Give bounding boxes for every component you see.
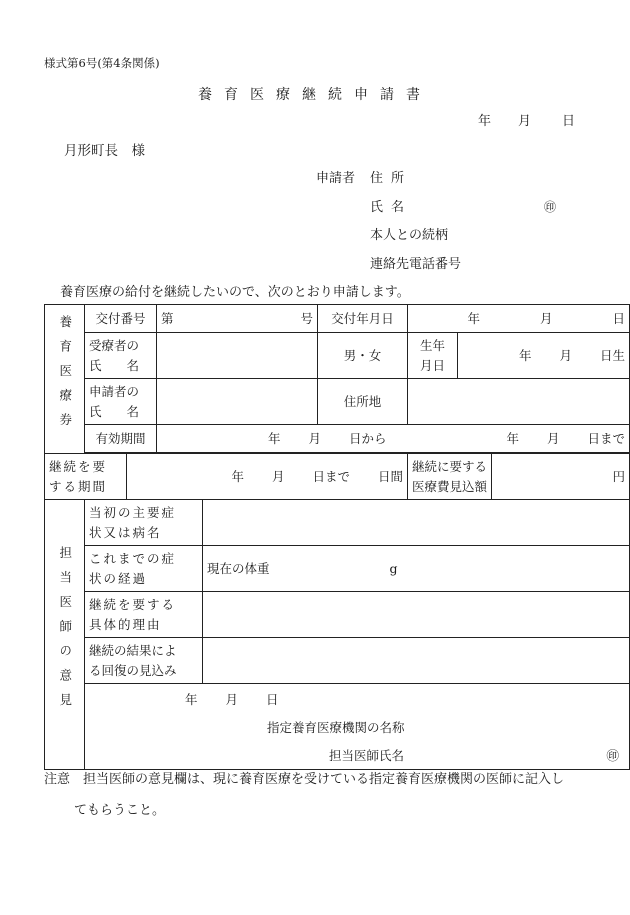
initial-symptoms-label: 当初の主要症 状又は病名	[85, 500, 203, 546]
continuation-period-field[interactable]: 年 月 日まで 日間	[127, 454, 408, 500]
addressee: 月形町長 様	[64, 143, 145, 159]
applicant-phone-label: 連絡先電話番号	[370, 257, 462, 272]
doctor-name-label: 担当医師氏名 ㊞	[89, 746, 625, 766]
symptom-course-label: これまでの症 状の経過	[85, 546, 203, 592]
form-title: 養育医療継続申請書	[198, 87, 432, 103]
applicant-name-label: 氏名	[370, 200, 413, 215]
note-line-2: てもらうこと。	[74, 803, 166, 818]
doctor-seal-mark: ㊞	[606, 748, 620, 763]
applicant-name-row-label: 申請者の 氏 名	[85, 379, 157, 425]
issue-number-field[interactable]: 第 号	[157, 305, 318, 333]
doctor-signature-block[interactable]: 年 月 日 指定養育医療機関の名称 担当医師氏名 ㊞	[85, 684, 630, 770]
applicant-relationship-label: 本人との続柄	[370, 228, 449, 243]
symptom-course-field[interactable]: 現在の体重 g	[203, 546, 630, 592]
birth-date-label: 生年 月日	[408, 333, 458, 379]
continuation-reason-label: 継続を要する 具体的理由	[85, 592, 203, 638]
estimated-cost-label: 継続に要する 医療費見込額	[408, 454, 492, 500]
continuation-period-label: 継続を要 する期間	[45, 454, 127, 500]
initial-symptoms-field[interactable]	[203, 500, 630, 546]
applicant-name-row-field[interactable]	[157, 379, 318, 425]
applicant-label: 申請者	[316, 171, 356, 186]
doctor-opinion-vertical-label: 担当医師の意見	[45, 500, 85, 770]
birth-date-field[interactable]: 年 月 日生	[458, 333, 630, 379]
issue-date-label: 交付年月日	[318, 305, 408, 333]
issue-number-label: 交付番号	[85, 305, 157, 333]
date-month-label: 月	[518, 114, 532, 129]
applicant-address-label: 住所	[370, 171, 413, 186]
recovery-outlook-field[interactable]	[203, 638, 630, 684]
estimated-cost-field[interactable]: 円	[492, 454, 630, 500]
continuation-reason-field[interactable]	[203, 592, 630, 638]
note-line-1: 注意 担当医師の意見欄は、現に養育医療を受けている指定養育医療機関の医師に記入し	[44, 772, 565, 787]
intro-text: 養育医療の給付を継続したいので、次のとおり申請します。	[60, 285, 410, 300]
patient-name-label: 受療者の 氏 名	[85, 333, 157, 379]
date-day-label: 日	[562, 114, 576, 129]
residence-label: 住所地	[318, 379, 408, 425]
date-year-label: 年	[478, 114, 492, 129]
validity-field[interactable]: 年 月 日から 年 月 日まで	[157, 425, 630, 453]
sex-selector[interactable]: 男・女	[318, 333, 408, 379]
institution-name-label: 指定養育医療機関の名称	[267, 720, 405, 735]
validity-label: 有効期間	[85, 425, 157, 453]
ticket-vertical-label: 養育医療券	[45, 305, 85, 454]
issue-date-field[interactable]: 年 月 日	[408, 305, 630, 333]
application-table	[44, 304, 630, 770]
patient-name-field[interactable]	[157, 333, 318, 379]
form-number: 様式第6号(第4条関係)	[44, 56, 160, 70]
applicant-seal-mark: ㊞	[544, 200, 557, 214]
residence-field[interactable]	[408, 379, 630, 425]
recovery-outlook-label: 継続の結果によ る回復の見込み	[85, 638, 203, 684]
